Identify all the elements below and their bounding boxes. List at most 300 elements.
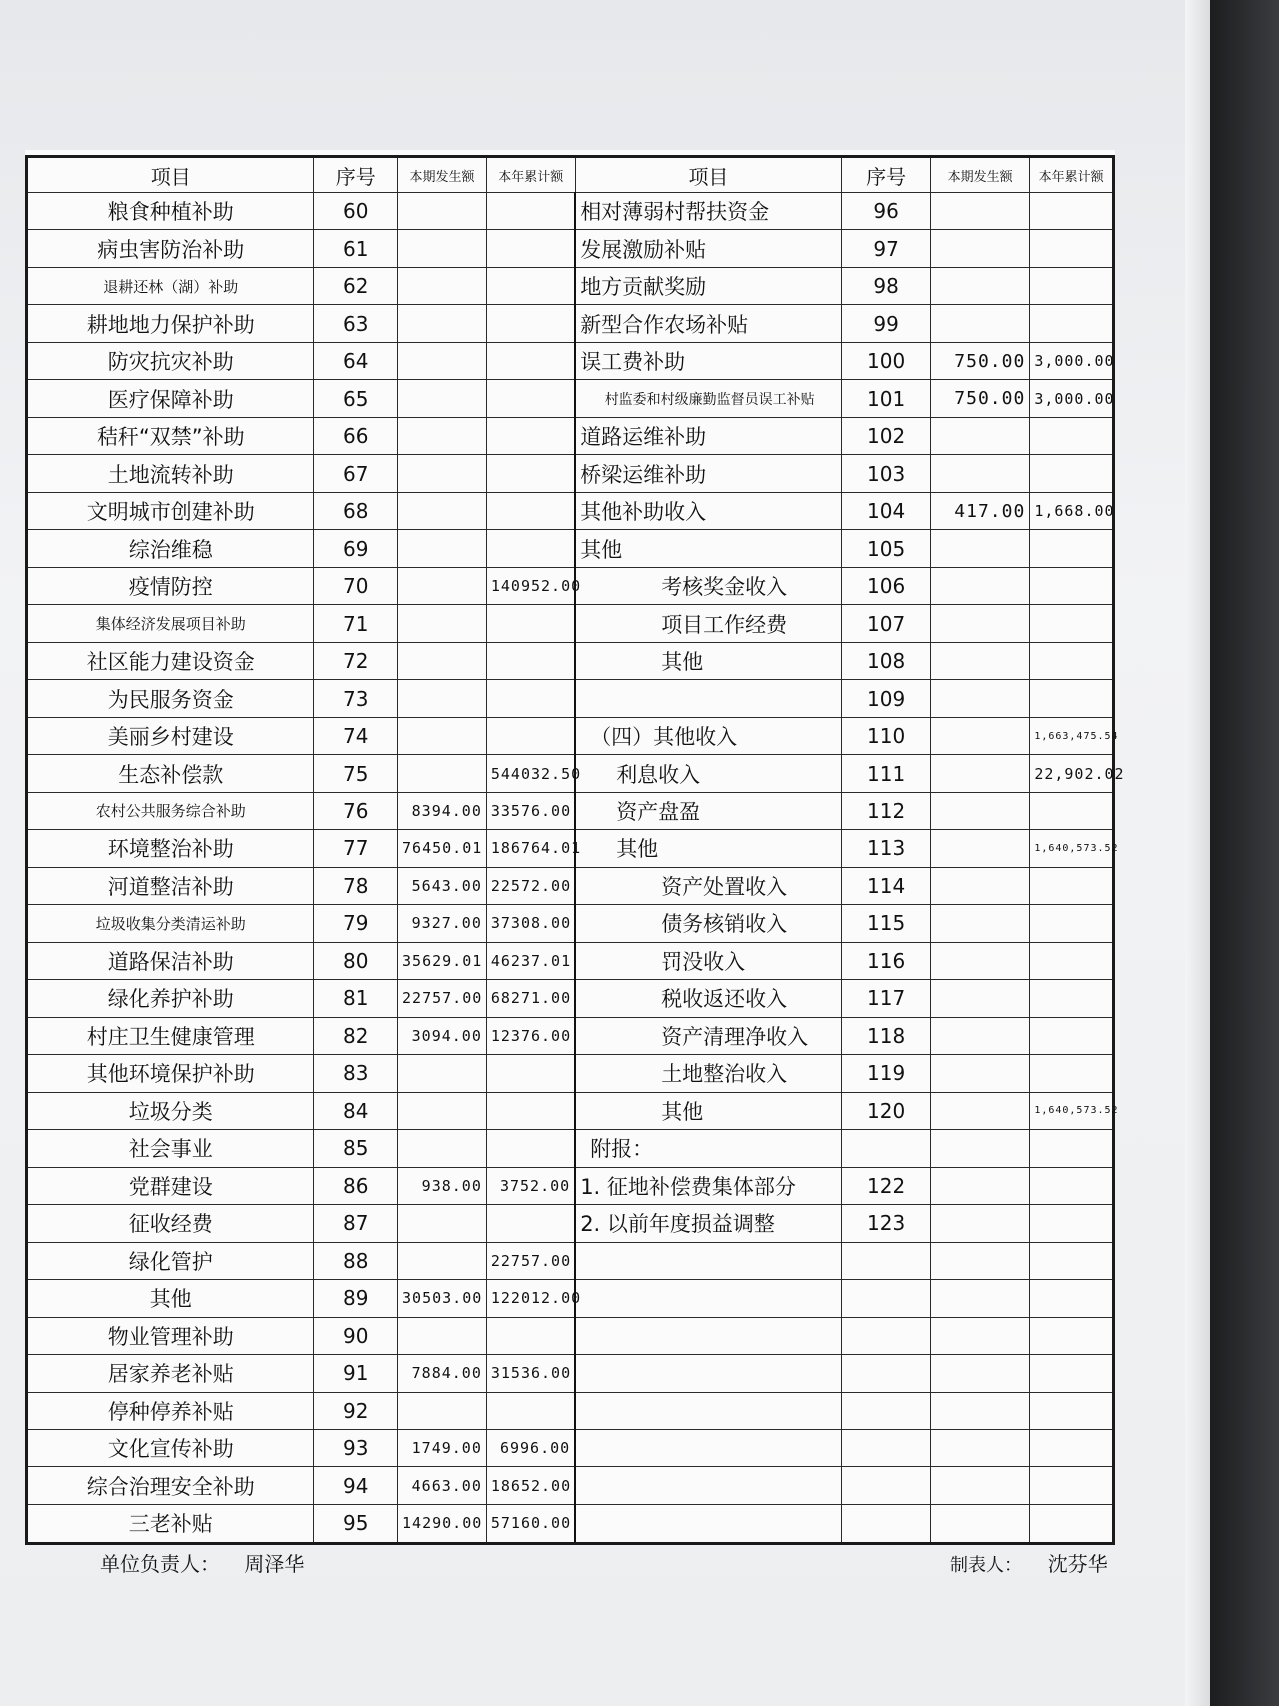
table-row: [27, 1092, 1114, 1129]
right-seq-cell: 106: [842, 567, 931, 604]
left-ytd-cell: [486, 380, 575, 417]
right-ytd-cell: [1030, 792, 1114, 829]
left-period-cell: [398, 1055, 487, 1092]
left-seq-cell: 70: [314, 567, 398, 604]
left-ytd-cell: 37308.00: [486, 905, 575, 942]
right-period-cell: [931, 1092, 1030, 1129]
left-ytd-cell: [486, 1317, 575, 1354]
right-period-cell: [931, 1355, 1030, 1392]
left-ytd-cell: [486, 267, 575, 304]
left-seq-cell: 71: [314, 605, 398, 642]
left-item-cell: 绿化养护补助: [27, 980, 314, 1017]
right-item-cell: [575, 1504, 842, 1543]
right-seq-cell: 108: [842, 642, 931, 679]
right-period-cell: [931, 193, 1030, 230]
left-item-cell: 防灾抗灾补助: [27, 342, 314, 379]
right-item-cell: 1. 征地补偿费集体部分: [575, 1167, 842, 1204]
left-seq-cell: 89: [314, 1280, 398, 1317]
left-ytd-cell: 186764.01: [486, 830, 575, 867]
left-ytd-cell: [486, 1130, 575, 1167]
left-item-cell: 综合治理安全补助: [27, 1467, 314, 1504]
left-ytd-cell: 33576.00: [486, 792, 575, 829]
left-ytd-cell: [486, 193, 575, 230]
left-item-cell: 集体经济发展项目补助: [27, 605, 314, 642]
table-row: [27, 605, 1114, 642]
left-item-cell: 环境整治补助: [27, 830, 314, 867]
right-seq-cell: 107: [842, 605, 931, 642]
left-ytd-cell: 3752.00: [486, 1167, 575, 1204]
left-seq-cell: 85: [314, 1130, 398, 1167]
right-item-cell: 其他: [575, 530, 842, 567]
left-seq-cell: 66: [314, 417, 398, 454]
right-item-cell: 其他补助收入: [575, 492, 842, 529]
right-seq-cell: [842, 1242, 931, 1279]
right-seq-cell: 97: [842, 230, 931, 267]
left-seq-cell: 63: [314, 305, 398, 342]
right-item-cell: 发展激励补贴: [575, 230, 842, 267]
right-item-cell: 项目工作经费: [575, 605, 842, 642]
right-ytd-cell: [1030, 1280, 1114, 1317]
left-item-cell: 道路保洁补助: [27, 942, 314, 979]
right-seq-cell: 113: [842, 830, 931, 867]
left-ytd-cell: [486, 530, 575, 567]
left-ytd-cell: [486, 680, 575, 717]
right-item-cell: 附报：: [575, 1130, 842, 1167]
table-row: [27, 980, 1114, 1017]
table-row: [27, 755, 1114, 792]
right-ytd-cell: [1030, 1504, 1114, 1543]
table-row: [27, 1392, 1114, 1429]
left-item-cell: 社会事业: [27, 1130, 314, 1167]
right-period-cell: [931, 680, 1030, 717]
right-ytd-cell: [1030, 980, 1114, 1017]
left-seq-cell: 68: [314, 492, 398, 529]
header-item-left: 项目: [27, 157, 314, 193]
left-item-cell: 耕地地力保护补助: [27, 305, 314, 342]
left-seq-cell: 94: [314, 1467, 398, 1504]
right-item-cell: （四）其他收入: [575, 717, 842, 754]
right-ytd-cell: [1030, 680, 1114, 717]
table-row: [27, 1017, 1114, 1054]
left-seq-cell: 83: [314, 1055, 398, 1092]
table-row: [27, 867, 1114, 904]
right-seq-cell: 115: [842, 905, 931, 942]
left-ytd-cell: [486, 1092, 575, 1129]
left-period-cell: [398, 455, 487, 492]
left-seq-cell: 62: [314, 267, 398, 304]
dark-background: [1210, 0, 1279, 1706]
left-ytd-cell: [486, 1055, 575, 1092]
right-seq-cell: 105: [842, 530, 931, 567]
left-ytd-cell: 57160.00: [486, 1504, 575, 1543]
table-row: [27, 567, 1114, 604]
left-seq-cell: 95: [314, 1504, 398, 1543]
left-item-cell: 综治维稳: [27, 530, 314, 567]
left-item-cell: 医疗保障补助: [27, 380, 314, 417]
left-ytd-cell: [486, 642, 575, 679]
right-ytd-cell: [1030, 1467, 1114, 1504]
right-item-cell: 相对薄弱村帮扶资金: [575, 193, 842, 230]
left-item-cell: 垃圾分类: [27, 1092, 314, 1129]
right-item-cell: [575, 1467, 842, 1504]
left-period-cell: 35629.01: [398, 942, 487, 979]
left-ytd-cell: [486, 1205, 575, 1242]
right-ytd-cell: [1030, 417, 1114, 454]
right-period-cell: [931, 1055, 1030, 1092]
right-seq-cell: 100: [842, 342, 931, 379]
right-seq-cell: [842, 1280, 931, 1317]
left-seq-cell: 65: [314, 380, 398, 417]
left-item-cell: 文化宣传补助: [27, 1429, 314, 1466]
left-ytd-cell: 6996.00: [486, 1429, 575, 1466]
left-seq-cell: 72: [314, 642, 398, 679]
right-ytd-cell: [1030, 567, 1114, 604]
left-item-cell: 为民服务资金: [27, 680, 314, 717]
preparer-label: 制表人：: [950, 1555, 1022, 1576]
table-row: [27, 305, 1114, 342]
unit-head-signature: [100, 1548, 304, 1577]
left-period-cell: [398, 1392, 487, 1429]
table-row: [27, 492, 1114, 529]
left-seq-cell: 78: [314, 867, 398, 904]
header-period-right: 本期发生额: [931, 157, 1030, 193]
right-ytd-cell: [1030, 1317, 1114, 1354]
left-item-cell: 居家养老补贴: [27, 1355, 314, 1392]
header-ytd-right: 本年累计额: [1030, 157, 1114, 193]
left-period-cell: 938.00: [398, 1167, 487, 1204]
left-seq-cell: 84: [314, 1092, 398, 1129]
left-ytd-cell: [486, 1392, 575, 1429]
right-seq-cell: 103: [842, 455, 931, 492]
left-item-cell: 退耕还林（湖）补助: [27, 267, 314, 304]
right-period-cell: 417.00: [931, 492, 1030, 529]
right-item-cell: [575, 680, 842, 717]
left-seq-cell: 90: [314, 1317, 398, 1354]
left-period-cell: [398, 717, 487, 754]
right-seq-cell: 102: [842, 417, 931, 454]
left-period-cell: [398, 1205, 487, 1242]
right-period-cell: [931, 417, 1030, 454]
left-seq-cell: 82: [314, 1017, 398, 1054]
right-item-cell: [575, 1429, 842, 1466]
left-seq-cell: 88: [314, 1242, 398, 1279]
right-seq-cell: 118: [842, 1017, 931, 1054]
right-seq-cell: [842, 1467, 931, 1504]
left-seq-cell: 60: [314, 193, 398, 230]
left-ytd-cell: 12376.00: [486, 1017, 575, 1054]
right-period-cell: [931, 942, 1030, 979]
left-item-cell: 土地流转补助: [27, 455, 314, 492]
right-period-cell: [931, 1317, 1030, 1354]
table-row: [27, 905, 1114, 942]
left-seq-cell: 81: [314, 980, 398, 1017]
left-seq-cell: 91: [314, 1355, 398, 1392]
left-seq-cell: 64: [314, 342, 398, 379]
table-row: [27, 230, 1114, 267]
left-item-cell: 停种停养补贴: [27, 1392, 314, 1429]
paper-edge: [1185, 0, 1210, 1706]
right-period-cell: [931, 567, 1030, 604]
left-seq-cell: 93: [314, 1429, 398, 1466]
table-row: [27, 1130, 1114, 1167]
right-ytd-cell: 1,640,573.52: [1030, 1092, 1114, 1129]
right-ytd-cell: 3,000.00: [1030, 380, 1114, 417]
left-item-cell: 粮食种植补助: [27, 193, 314, 230]
right-item-cell: 税收返还收入: [575, 980, 842, 1017]
right-ytd-cell: [1030, 1017, 1114, 1054]
right-item-cell: 2. 以前年度损益调整: [575, 1205, 842, 1242]
unit-head-label: 单位负责人：: [100, 1552, 220, 1576]
right-item-cell: 桥梁运维补助: [575, 455, 842, 492]
left-ytd-cell: [486, 417, 575, 454]
left-ytd-cell: 22572.00: [486, 867, 575, 904]
left-ytd-cell: [486, 492, 575, 529]
right-ytd-cell: [1030, 905, 1114, 942]
left-item-cell: 社区能力建设资金: [27, 642, 314, 679]
left-period-cell: [398, 1092, 487, 1129]
right-ytd-cell: [1030, 1392, 1114, 1429]
table-row: [27, 942, 1114, 979]
right-ytd-cell: [1030, 1055, 1114, 1092]
table-row: [27, 680, 1114, 717]
right-item-cell: [575, 1355, 842, 1392]
left-seq-cell: 75: [314, 755, 398, 792]
right-seq-cell: [842, 1130, 931, 1167]
right-ytd-cell: [1030, 605, 1114, 642]
left-period-cell: [398, 417, 487, 454]
right-item-cell: 地方贡献奖励: [575, 267, 842, 304]
left-period-cell: [398, 380, 487, 417]
right-seq-cell: 114: [842, 867, 931, 904]
right-period-cell: [931, 1429, 1030, 1466]
right-item-cell: [575, 1317, 842, 1354]
left-period-cell: [398, 267, 487, 304]
unit-head-name: 周泽华: [244, 1552, 305, 1576]
right-period-cell: [931, 1167, 1030, 1204]
right-seq-cell: 112: [842, 792, 931, 829]
right-seq-cell: 104: [842, 492, 931, 529]
table-row: [27, 455, 1114, 492]
right-item-cell: 村监委和村级廉勤监督员误工补贴: [575, 380, 842, 417]
right-ytd-cell: [1030, 1355, 1114, 1392]
header-period-left: 本期发生额: [398, 157, 487, 193]
right-item-cell: 误工费补助: [575, 342, 842, 379]
right-ytd-cell: 1,668.00: [1030, 492, 1114, 529]
right-seq-cell: 122: [842, 1167, 931, 1204]
right-ytd-cell: [1030, 1205, 1114, 1242]
left-seq-cell: 79: [314, 905, 398, 942]
right-seq-cell: 123: [842, 1205, 931, 1242]
right-ytd-cell: [1030, 1130, 1114, 1167]
left-period-cell: 3094.00: [398, 1017, 487, 1054]
left-seq-cell: 86: [314, 1167, 398, 1204]
left-ytd-cell: 18652.00: [486, 1467, 575, 1504]
left-seq-cell: 69: [314, 530, 398, 567]
table-row: [27, 267, 1114, 304]
table-row: [27, 1280, 1114, 1317]
right-period-cell: [931, 230, 1030, 267]
right-item-cell: 资产盘盈: [575, 792, 842, 829]
left-period-cell: 9327.00: [398, 905, 487, 942]
income-statement-table: [25, 155, 1125, 1545]
left-item-cell: 河道整洁补助: [27, 867, 314, 904]
left-period-cell: 8394.00: [398, 792, 487, 829]
right-seq-cell: [842, 1317, 931, 1354]
left-ytd-cell: 544032.50: [486, 755, 575, 792]
right-ytd-cell: [1030, 230, 1114, 267]
preparer-name: 沈芬华: [1047, 1552, 1108, 1576]
left-period-cell: 30503.00: [398, 1280, 487, 1317]
left-seq-cell: 80: [314, 942, 398, 979]
left-period-cell: 22757.00: [398, 980, 487, 1017]
right-period-cell: [931, 980, 1030, 1017]
right-ytd-cell: [1030, 193, 1114, 230]
left-seq-cell: 77: [314, 830, 398, 867]
left-ytd-cell: [486, 342, 575, 379]
right-period-cell: [931, 455, 1030, 492]
right-seq-cell: 101: [842, 380, 931, 417]
right-ytd-cell: [1030, 267, 1114, 304]
right-period-cell: 750.00: [931, 380, 1030, 417]
left-ytd-cell: 68271.00: [486, 980, 575, 1017]
table-row: [27, 342, 1114, 379]
right-item-cell: 土地整治收入: [575, 1055, 842, 1092]
table-row: [27, 1317, 1114, 1354]
left-period-cell: [398, 1317, 487, 1354]
right-seq-cell: [842, 1392, 931, 1429]
table-row: [27, 717, 1114, 754]
left-ytd-cell: [486, 455, 575, 492]
right-period-cell: [931, 830, 1030, 867]
right-period-cell: [931, 530, 1030, 567]
right-period-cell: [931, 905, 1030, 942]
left-ytd-cell: [486, 717, 575, 754]
left-item-cell: 党群建设: [27, 1167, 314, 1204]
table-row: [27, 1504, 1114, 1543]
right-seq-cell: 111: [842, 755, 931, 792]
preparer-signature: [950, 1548, 1108, 1577]
right-period-cell: [931, 1242, 1030, 1279]
header-seq-left: 序号: [314, 157, 398, 193]
left-item-cell: 绿化管护: [27, 1242, 314, 1279]
header-row: [27, 157, 1114, 193]
right-item-cell: 债务核销收入: [575, 905, 842, 942]
right-item-cell: [575, 1280, 842, 1317]
left-item-cell: 垃圾收集分类清运补助: [27, 905, 314, 942]
left-ytd-cell: 140952.00: [486, 567, 575, 604]
right-item-cell: 资产处置收入: [575, 867, 842, 904]
right-ytd-cell: 22,902.02: [1030, 755, 1114, 792]
left-item-cell: 病虫害防治补助: [27, 230, 314, 267]
right-seq-cell: 117: [842, 980, 931, 1017]
left-seq-cell: 92: [314, 1392, 398, 1429]
left-period-cell: 1749.00: [398, 1429, 487, 1466]
left-period-cell: [398, 342, 487, 379]
right-item-cell: 考核奖金收入: [575, 567, 842, 604]
left-period-cell: 5643.00: [398, 867, 487, 904]
right-seq-cell: 120: [842, 1092, 931, 1129]
right-period-cell: [931, 755, 1030, 792]
right-period-cell: [931, 605, 1030, 642]
right-seq-cell: 109: [842, 680, 931, 717]
right-ytd-cell: [1030, 455, 1114, 492]
table-row: [27, 642, 1114, 679]
left-period-cell: [398, 230, 487, 267]
right-period-cell: [931, 1280, 1030, 1317]
right-seq-cell: 96: [842, 193, 931, 230]
right-ytd-cell: 1,640,573.52: [1030, 830, 1114, 867]
left-ytd-cell: [486, 605, 575, 642]
right-period-cell: [931, 267, 1030, 304]
right-period-cell: [931, 792, 1030, 829]
table-row: [27, 417, 1114, 454]
right-seq-cell: [842, 1429, 931, 1466]
right-ytd-cell: [1030, 942, 1114, 979]
table-row: [27, 1205, 1114, 1242]
right-period-cell: [931, 1205, 1030, 1242]
right-seq-cell: [842, 1504, 931, 1543]
table-row: [27, 792, 1114, 829]
left-period-cell: [398, 680, 487, 717]
right-period-cell: [931, 867, 1030, 904]
left-period-cell: [398, 492, 487, 529]
left-item-cell: 征收经费: [27, 1205, 314, 1242]
left-item-cell: 三老补贴: [27, 1504, 314, 1543]
right-period-cell: [931, 1017, 1030, 1054]
left-period-cell: [398, 605, 487, 642]
right-period-cell: [931, 717, 1030, 754]
table-row: [27, 1167, 1114, 1204]
right-period-cell: 750.00: [931, 342, 1030, 379]
table-row: [27, 193, 1114, 230]
right-period-cell: [931, 1392, 1030, 1429]
right-item-cell: 罚没收入: [575, 942, 842, 979]
left-seq-cell: 76: [314, 792, 398, 829]
right-period-cell: [931, 305, 1030, 342]
left-period-cell: [398, 642, 487, 679]
left-period-cell: [398, 193, 487, 230]
right-seq-cell: 99: [842, 305, 931, 342]
right-item-cell: 其他: [575, 642, 842, 679]
right-period-cell: [931, 642, 1030, 679]
table-row: [27, 530, 1114, 567]
right-seq-cell: 98: [842, 267, 931, 304]
right-ytd-cell: 1,663,475.54: [1030, 717, 1114, 754]
left-period-cell: [398, 567, 487, 604]
left-item-cell: 生态补偿款: [27, 755, 314, 792]
table-row: [27, 1355, 1114, 1392]
left-seq-cell: 61: [314, 230, 398, 267]
right-ytd-cell: [1030, 642, 1114, 679]
left-ytd-cell: [486, 230, 575, 267]
right-ytd-cell: [1030, 1167, 1114, 1204]
left-period-cell: 14290.00: [398, 1504, 487, 1543]
left-item-cell: 物业管理补助: [27, 1317, 314, 1354]
left-period-cell: [398, 1130, 487, 1167]
right-ytd-cell: [1030, 1429, 1114, 1466]
right-period-cell: [931, 1467, 1030, 1504]
right-ytd-cell: [1030, 305, 1114, 342]
left-seq-cell: 67: [314, 455, 398, 492]
right-ytd-cell: 3,000.00: [1030, 342, 1114, 379]
right-item-cell: 其他: [575, 830, 842, 867]
left-period-cell: [398, 755, 487, 792]
left-item-cell: 其他环境保护补助: [27, 1055, 314, 1092]
left-seq-cell: 73: [314, 680, 398, 717]
left-period-cell: 4663.00: [398, 1467, 487, 1504]
header-ytd-left: 本年累计额: [486, 157, 575, 193]
left-item-cell: 文明城市创建补助: [27, 492, 314, 529]
